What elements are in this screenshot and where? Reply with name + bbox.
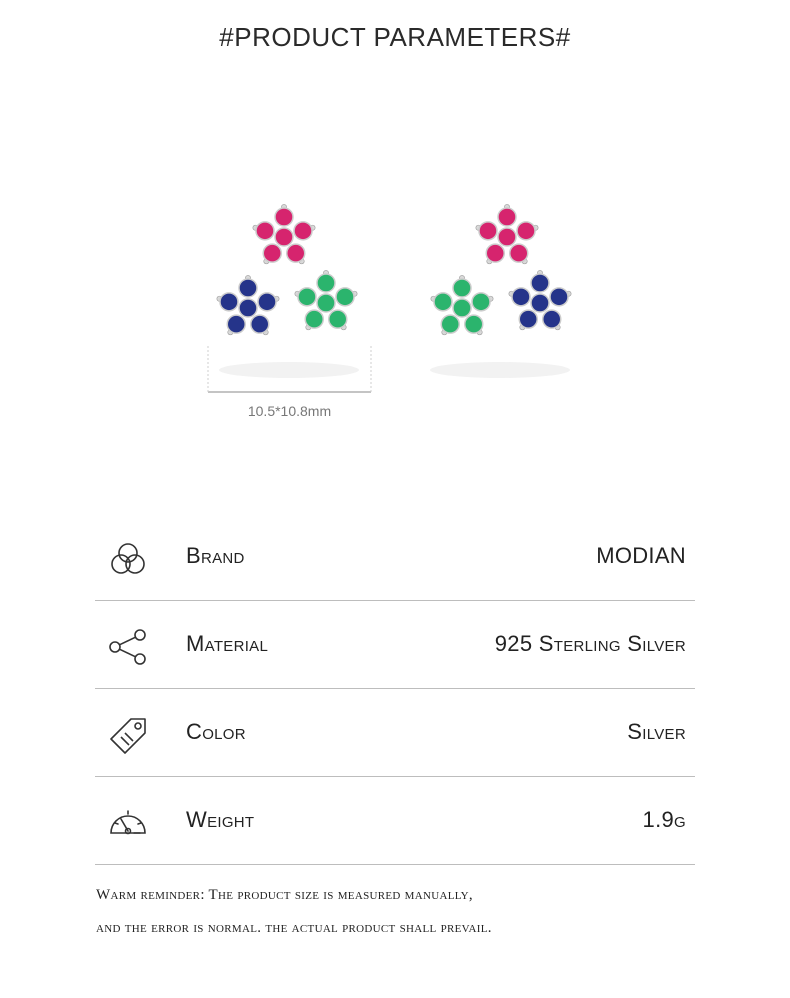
parameters-table (95, 513, 695, 865)
param-value: Silver (627, 719, 686, 744)
left-earring-blue-flower (217, 275, 279, 334)
left-reflection (219, 362, 359, 378)
param-label: Material (186, 631, 269, 656)
warm-reminder (96, 879, 716, 945)
share-icon (107, 627, 149, 667)
param-row-color (95, 689, 695, 777)
dimension-label: 10.5*10.8mm (247, 403, 332, 419)
gauge-icon (107, 803, 149, 843)
circles-icon (107, 539, 149, 579)
param-row-brand (95, 513, 695, 601)
page-title: #PRODUCT PARAMETERS# (219, 22, 571, 52)
right-reflection (430, 362, 570, 378)
param-value: 925 Sterling Silver (494, 631, 686, 656)
param-label: Color (186, 719, 246, 744)
param-value: 1.9g (642, 807, 686, 832)
right-earring-pink-flower (476, 204, 538, 263)
param-row-material (95, 601, 695, 689)
tag-icon (107, 715, 149, 755)
warm-reminder-line-2: and the error is normal. the actual product shall prevail. (96, 920, 492, 936)
param-value: MODIAN (596, 543, 686, 568)
param-label: Weight (186, 807, 255, 832)
param-row-weight (95, 777, 695, 865)
right-earring-blue-flower (509, 270, 571, 329)
warm-reminder-line-1: Warm reminder: The product size is measured manually, (96, 887, 473, 903)
product-image (0, 180, 790, 430)
left-earring-pink-flower (253, 204, 315, 263)
left-earring-green-flower (295, 270, 357, 329)
right-earring-green-flower (431, 275, 493, 334)
param-label: Brand (186, 543, 245, 568)
earrings-illustration (0, 180, 790, 430)
